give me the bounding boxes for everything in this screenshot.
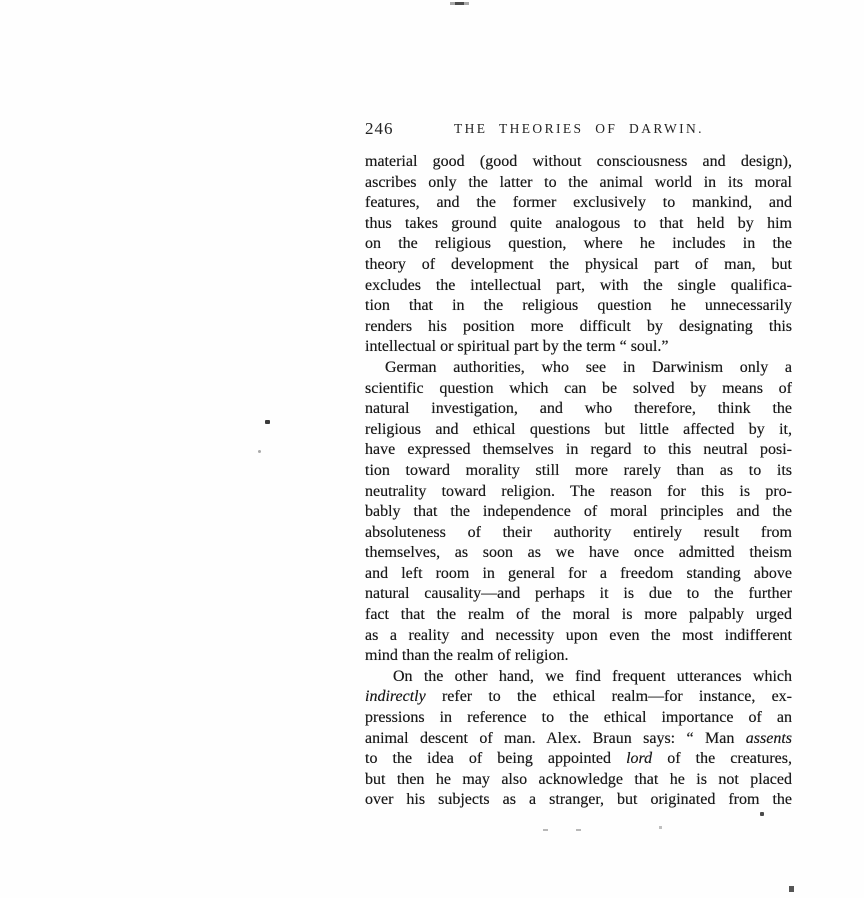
text-line xyxy=(365,729,792,750)
text-line: and left room in general for a freedom standing above xyxy=(365,564,792,582)
text-line: as a reality and necessity upon even the most indifferent xyxy=(365,626,792,644)
text-line: features, and the former exclusively to mankind, and xyxy=(365,194,792,212)
text-line: natural investigation, and who therefore, think the xyxy=(365,400,792,418)
text-line: German authorities, who see in Darwinism only a xyxy=(385,358,792,376)
scan-artifact-top-dash-core xyxy=(455,2,464,5)
text-line: tion that in the religious question he unnecessarily xyxy=(365,297,792,315)
scan-artifact-bottom-right-speck xyxy=(789,886,794,892)
text-line xyxy=(365,790,792,811)
text-line: thus takes ground quite analogous to that held by him xyxy=(365,214,792,232)
text-line: scientific question which can be solved by means of xyxy=(365,379,792,397)
text-line: ascribes only the latter to the animal world in its moral xyxy=(365,173,792,191)
text-segment: but then he may also acknowledge that he is not placed xyxy=(365,770,792,788)
scan-artifact-bottom-speck xyxy=(659,826,662,829)
text-line: themselves, as soon as we have once admitted theism xyxy=(365,544,792,562)
text-line: theory of development the physical part of man, but xyxy=(365,255,792,273)
scan-artifact-under-last-line xyxy=(760,812,764,816)
text-line xyxy=(365,667,792,688)
text-line: renders his position more difficult by designating this xyxy=(365,317,792,335)
text-segment: pressions in reference to the ethical importance of an xyxy=(365,709,792,727)
text-line xyxy=(365,770,792,791)
text-segment: to the idea of being appointed xyxy=(365,750,627,768)
text-line: intellectual or spiritual part by the term “ soul.” xyxy=(365,338,669,356)
text-line: bably that the independence of moral principles and the xyxy=(365,503,792,521)
text-segment-italic: lord xyxy=(626,750,653,768)
scan-artifact-bottom-speck xyxy=(576,829,581,831)
text-line: tion toward morality still more rarely than as to its xyxy=(365,461,792,479)
page-header xyxy=(365,119,793,139)
text-segment: On the other hand, we find frequent utterances which xyxy=(393,667,792,685)
text-line: material good (good without consciousness and design), xyxy=(365,153,792,170)
text-line xyxy=(365,708,792,729)
scan-artifact-bottom-speck xyxy=(543,829,548,831)
running-title: THE THEORIES OF DARWIN. xyxy=(454,121,704,136)
text-segment: of the creatures, xyxy=(652,750,792,768)
text-line xyxy=(365,687,792,708)
text-segment-italic: assents xyxy=(745,729,792,747)
text-segment: animal descent of man. Alex. Braun says: “ Man xyxy=(365,729,746,747)
text-segment: over his subjects as a stranger, but originated from the xyxy=(365,791,792,809)
text-segment-italic: indirectly xyxy=(365,688,426,706)
text-line: have expressed themselves in regard to this neutral posi- xyxy=(365,441,792,459)
text-line xyxy=(365,749,792,770)
text-line: excludes the intellectual part, with the single qualifica- xyxy=(365,276,792,294)
text-line: absoluteness of their authority entirely result from xyxy=(365,523,792,541)
scan-artifact-left-dot xyxy=(258,450,261,453)
text-segment: refer to the ethical realm—for instance, ex- xyxy=(425,688,792,706)
text-line: neutrality toward religion. The reason for this is pro- xyxy=(365,482,792,500)
text-line: religious and ethical questions but little affected by it, xyxy=(365,420,792,438)
scan-artifact-left-speck xyxy=(265,420,270,424)
text-line: natural causality—and perhaps it is due to the further xyxy=(365,585,792,603)
page-body-text xyxy=(365,152,792,811)
text-line: mind than the realm of religion. xyxy=(365,647,569,665)
text-line: on the religious question, where he includes in the xyxy=(365,235,792,253)
page-number: 246 xyxy=(365,119,394,138)
text-line: fact that the realm of the moral is more palpably urged xyxy=(365,606,792,624)
